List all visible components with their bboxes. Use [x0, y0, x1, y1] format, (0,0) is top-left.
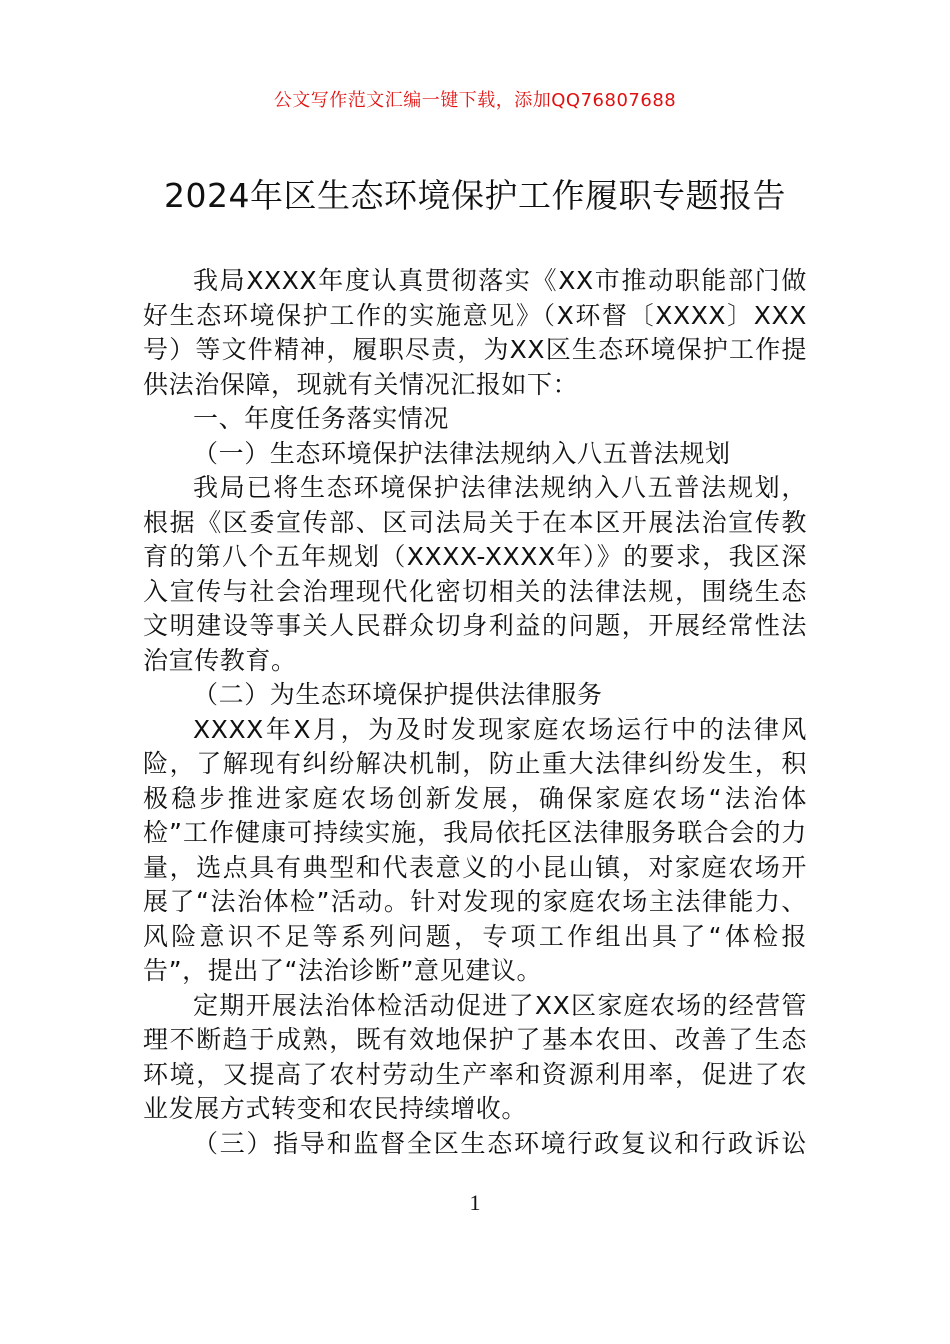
subsection-heading-2: （二）为生态环境保护提供法律服务 [193, 680, 603, 709]
document-body [143, 264, 807, 1161]
download-banner: 公文写作范文汇编一键下载，添加QQ76807688 [273, 90, 677, 111]
subsection-heading-1: （一）生态环境保护法律法规纳入八五普法规划 [193, 438, 731, 468]
page-number: 1 [469, 1190, 481, 1215]
body-paragraph-1: 我局已将生态环境保护法律法规纳入八五普法规划，根据《区委宣传部、区司法局关于在本区开展法治宣传教育的第八个五年规划（XXXX-XXXX年）》的要求，我区深入宣传与社会治理现代化密切相关的法律法规，围绕生态文明建设等事关人民群众切身利益的问题，开展经常性法治宣传教育。 [143, 473, 807, 675]
intro-paragraph: 我局XXXX年度认真贯彻落实《XX市推动职能部门做好生态环境保护工作的实施意见》（X环督〔XXXX〕XXX号）等文件精神，履职尽责，为XX区生态环境保护工作提供法治保障，现就有关情况汇报如下： [143, 266, 807, 399]
page-title: 2024年区生态环境保护工作履职专题报告 [164, 176, 786, 215]
section-heading-1: 一、年度任务落实情况 [193, 404, 450, 433]
subsection-heading-3: （三）指导和监督全区生态环境行政复议和行政诉讼 [193, 1128, 807, 1158]
body-paragraph-3: 定期开展法治体检活动促进了XX区家庭农场的经营管理不断趋于成熟，既有效地保护了基本农田、改善了生态环境，又提高了农村劳动生产率和资源利用率，促进了农业发展方式转变和农民持续增收。 [143, 990, 807, 1123]
body-paragraph-2: XXXX年X月，为及时发现家庭农场运行中的法律风险，了解现有纠纷解决机制，防止重大法律纠纷发生，积极稳步推进家庭农场创新发展，确保家庭农场“法治体检”工作健康可持续实施，我局依托区法律服务联合会的力量，选点具有典型和代表意义的小昆山镇，对家庭农场开展了“法治体检”活动。针对发现的家庭农场主法律能力、风险意识不足等系列问题，专项工作组出具了“体检报告”，提出了“法治诊断”意见建议。 [143, 714, 807, 985]
